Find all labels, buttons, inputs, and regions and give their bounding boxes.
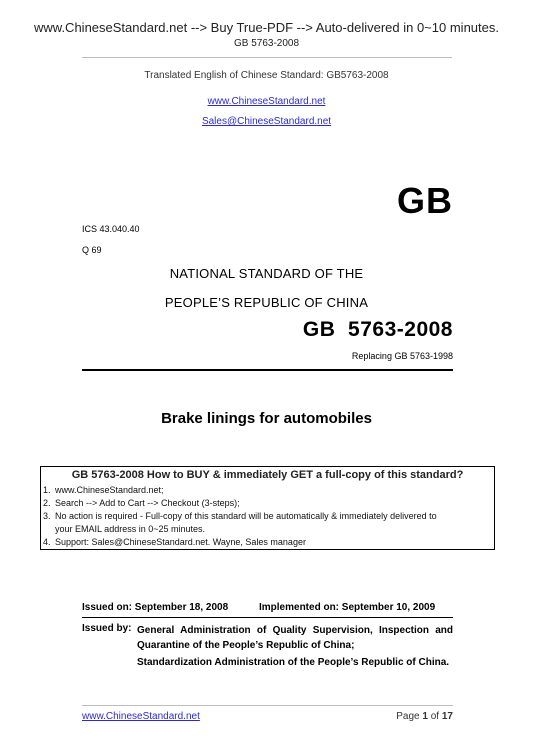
buy-box-title: GB 5763-2008 How to BUY & immediately GET a full-copy of this standard?: [71, 469, 464, 481]
list-item: [43, 497, 437, 510]
header-divider: [82, 57, 452, 58]
list-item-text: Support: Sales@ChineseStandard.net. Wayne, Sales manager: [55, 537, 306, 547]
list-item-text: www.ChineseStandard.net;: [55, 485, 164, 495]
standard-number: GB 5763-2008: [302, 318, 453, 341]
document-title: Brake linings for automobiles: [161, 410, 372, 427]
replacing-note: Replacing GB 5763-1998: [351, 351, 453, 361]
national-standard-line1: NATIONAL STANDARD OF THE: [169, 266, 364, 281]
site-link[interactable]: www.ChineseStandard.net: [207, 96, 326, 107]
list-item: [43, 523, 437, 536]
issued-by-orgs: [137, 623, 453, 670]
page-prefix: Page: [396, 711, 423, 722]
footer-divider: [82, 705, 453, 706]
ics-code: ICS 43.040.40: [82, 224, 140, 234]
list-item-text: your EMAIL address in 0~25 minutes.: [55, 524, 205, 534]
title-divider: [82, 369, 453, 371]
list-item-text: No action is required - Full-copy of this standard will be automatically & immediately delivered to: [55, 511, 437, 521]
gb-logo: GB: [397, 180, 453, 221]
email-link[interactable]: Sales@ChineseStandard.net: [201, 116, 332, 127]
issued-on-date: Issued on: September 18, 2008: [82, 602, 229, 613]
issuing-org-2: Standardization Administration of the People’s Republic of China.: [137, 657, 450, 668]
header-standard-number: GB 5763-2008: [233, 38, 300, 49]
buy-steps-list: [43, 484, 437, 549]
page-current: 1: [422, 711, 428, 722]
buy-info-box: [40, 466, 495, 550]
list-item-number: 2.: [43, 498, 51, 508]
footer-link-row: [82, 711, 200, 722]
page-indicator: [396, 711, 453, 722]
email-link-row: [0, 111, 533, 129]
issuing-org-1: General Administration of Quality Supervision, Inspection and Quarantine of the People’s Republic of China;: [137, 625, 453, 651]
list-item-number: [43, 523, 55, 536]
header-banner: www.ChineseStandard.net --> Buy True-PDF --> Auto-delivered in 0~10 minutes.: [34, 20, 499, 35]
issued-by-label: Issued by:: [82, 623, 132, 634]
list-item: [43, 536, 437, 549]
dates-divider: [82, 617, 453, 618]
page-total: 17: [441, 711, 453, 722]
page-of: of: [427, 711, 442, 722]
national-standard-line2: PEOPLE’S REPUBLIC OF CHINA: [164, 295, 369, 310]
footer-site-link[interactable]: www.ChineseStandard.net: [82, 711, 200, 722]
list-item: [43, 484, 437, 497]
classification-code: Q 69: [82, 245, 102, 255]
list-item-number: 4.: [43, 537, 51, 547]
translation-note: Translated English of Chinese Standard: GB5763-2008: [144, 70, 389, 81]
list-item-number: 1.: [43, 485, 51, 495]
site-link-row: [0, 91, 533, 109]
implemented-on-date: Implemented on: September 10, 2009: [259, 602, 436, 613]
list-item-number: 3.: [43, 511, 51, 521]
list-item-text: Search --> Add to Cart --> Checkout (3-steps);: [55, 498, 240, 508]
list-item: [43, 510, 437, 523]
